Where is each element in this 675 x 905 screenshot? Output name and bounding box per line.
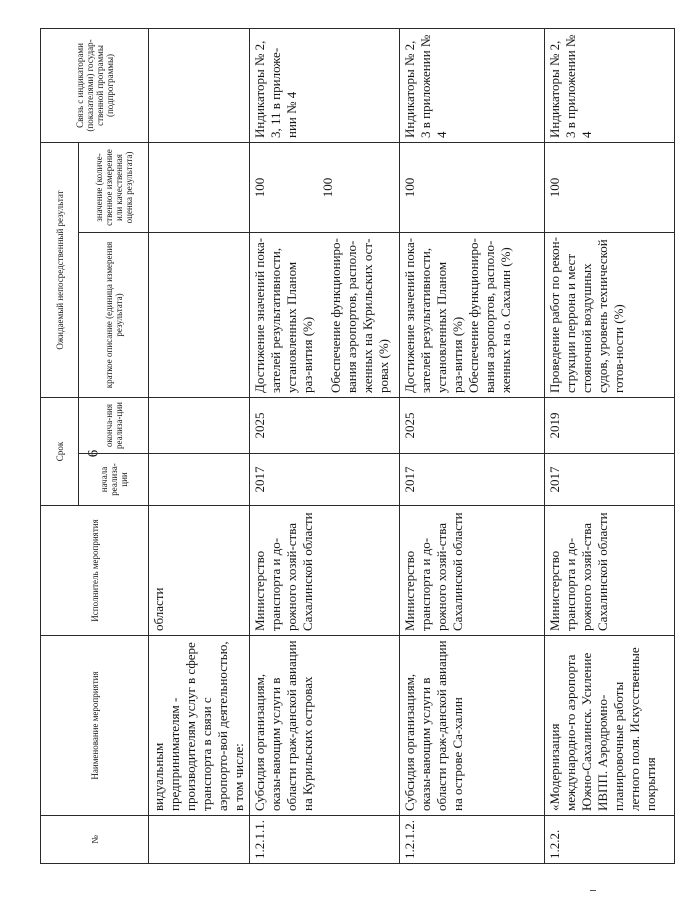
row-desc (545, 232, 675, 397)
row-name: Субсидия организациям, оказы-вающим услуги в области граж-данской авиации на острове Са-халин (400, 636, 545, 816)
row-value-1: 100 (252, 177, 267, 198)
header-term-start: начала реализа-ции (79, 454, 149, 506)
row-desc (400, 232, 545, 397)
row-executor: Министерство транспорта и до-рожного хозяй-ства Сахалинской области (400, 506, 545, 636)
row-desc-1: Достижение значений пока-зателей результативности, установленных Планом раз-вития (%) (402, 237, 465, 393)
table-row (545, 28, 675, 863)
row-desc (149, 232, 250, 397)
page-number: 6 (85, 449, 102, 458)
row-value-2: 100 (320, 177, 335, 198)
row-link: Индикаторы № 2, 3, 11 в приложе-нии № 4 (250, 28, 400, 142)
row-executor: области (149, 506, 250, 636)
row-link: Индикаторы № 2, 3 в приложении № 4 (545, 28, 675, 142)
row-desc-1: Проведение работ по рекон-струкции перрона и мест стояночной воздушных судов, уровень технической готов-ности (%) (547, 237, 626, 393)
row-num: 1.2.1.1. (250, 816, 400, 864)
row-end (149, 397, 250, 453)
header-expected: Ожидаемый непосредственный результат (41, 142, 79, 397)
row-end: 2019 (545, 397, 675, 453)
row-name: Субсидия организациям, оказы-вающим услуги в области граж-данской авиации на Курильских островах (250, 636, 400, 816)
header-executor: Исполнитель мероприятия (41, 506, 149, 636)
header-term: Срок (41, 397, 79, 505)
row-end: 2025 (250, 397, 400, 453)
row-num: 1.2.1.2. (400, 816, 545, 864)
row-desc-1: Достижение значений пока-зателей результативности, установленных Планом раз-вития (%) (252, 237, 315, 393)
row-num (149, 816, 250, 864)
row-executor: Министерство транспорта и до-рожного хозяй-ства Сахалинской области (250, 506, 400, 636)
header-row-1 (41, 28, 79, 863)
row-desc-2: Обеспечение функциониро-вания аэропортов, располо-женных на Курильских ост-ровах (%) (328, 238, 391, 393)
row-name: «Модернизация международно-го аэропорта Южно-Сахалинск. Усиление ИВПП. Аэродромно-планировочные работы летного поля. Искусственные покрытия (545, 636, 675, 816)
header-name: Наименование мероприятия (41, 636, 149, 816)
row-executor: Министерство транспорта и до-рожного хозяй-ства Сахалинской области (545, 506, 675, 636)
row-num: 1.2.2. (545, 816, 675, 864)
row-desc-2: Обеспечение функциониро-вания аэропортов, располо-женных на о. Сахалин (%) (466, 238, 513, 393)
row-value-1: 100 (402, 177, 417, 198)
measures-table (40, 28, 675, 864)
header-num: № (41, 816, 149, 864)
header-link: Связь с индикаторами (показателями) государ-ственной программы (подпрограммы) (41, 28, 149, 142)
row-start: 2017 (250, 454, 400, 506)
row-link: Индикаторы № 2, 3 в приложении № 4 (400, 28, 545, 142)
header-term-end: оконча-ния реализа-ции (79, 397, 149, 453)
row-value-1: 100 (547, 177, 562, 198)
row-value (545, 142, 675, 232)
header-expected-desc: краткое описание (единица измерения результата) (79, 232, 149, 397)
row-value (149, 142, 250, 232)
row-link (149, 28, 250, 142)
row-value (250, 142, 400, 232)
row-start: 2017 (400, 454, 545, 506)
row-desc (250, 232, 400, 397)
table-row (400, 28, 545, 863)
row-name: видуальным предпринимателям - производителям услуг в сфере транспорта в связи с аэропорто-вой деятельностью, в том числе: (149, 636, 250, 816)
rotated-table-container (40, 29, 658, 864)
row-start (149, 454, 250, 506)
row-value (400, 142, 545, 232)
row-end: 2025 (400, 397, 545, 453)
table-row (250, 28, 400, 863)
header-expected-value: значение (количе-ственное измерение или качественная оценка результата) (79, 142, 149, 232)
row-start: 2017 (545, 454, 675, 506)
scan-mark (590, 890, 596, 891)
table-row (149, 28, 250, 863)
